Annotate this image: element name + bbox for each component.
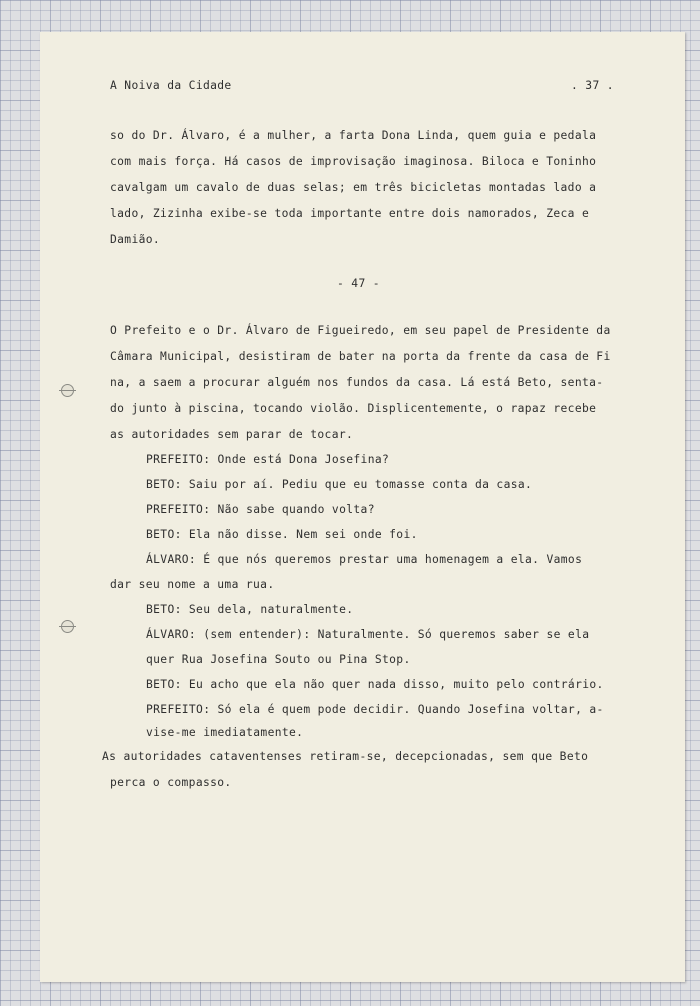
punch-hole-lower: [61, 620, 74, 633]
dialogue-line: vise-me imediatamente.: [146, 726, 304, 739]
dialogue-line: PREFEITO: Onde está Dona Josefina?: [146, 453, 390, 466]
punch-hole-upper: [61, 384, 74, 397]
dialogue-line: PREFEITO: Só ela é quem pode decidir. Quando Josefina voltar, a-: [146, 703, 604, 716]
dialogue-line: BETO: Ela não disse. Nem sei onde foi.: [146, 528, 418, 541]
dialogue-line: BETO: Seu dela, naturalmente.: [146, 603, 354, 616]
text-line: cavalgam um cavalo de duas selas; em três bicicletas montadas lado a: [110, 181, 597, 194]
text-line: Damião.: [110, 233, 161, 246]
page-number: . 37 .: [571, 79, 614, 92]
text-line: As autoridades cataventenses retiram-se, decepcionadas, sem que Beto: [102, 750, 589, 763]
dialogue-line: ÁLVARO: (sem entender): Naturalmente. Só queremos saber se ela: [146, 628, 590, 641]
dialogue-line: quer Rua Josefina Souto ou Pina Stop.: [146, 653, 411, 666]
text-line: Câmara Municipal, desistiram de bater na porta da frente da casa de Fi: [110, 350, 611, 363]
dialogue-line: BETO: Saiu por aí. Pediu que eu tomasse conta da casa.: [146, 478, 533, 491]
text-line: do junto à piscina, tocando violão. Displicentemente, o rapaz recebe: [110, 402, 597, 415]
running-header-title: A Noiva da Cidade: [110, 79, 232, 92]
dialogue-line: BETO: Eu acho que ela não quer nada disso, muito pelo contrário.: [146, 678, 604, 691]
text-line: perca o compasso.: [110, 776, 232, 789]
text-line: na, a saem a procurar alguém nos fundos da casa. Lá está Beto, senta-: [110, 376, 604, 389]
text-line: so do Dr. Álvaro, é a mulher, a farta Dona Linda, quem guia e pedala: [110, 129, 597, 142]
text-line: O Prefeito e o Dr. Álvaro de Figueiredo, em seu papel de Presidente da: [110, 324, 611, 337]
typed-page: [40, 32, 685, 982]
dialogue-line: dar seu nome a uma rua.: [110, 578, 275, 591]
scene-number: - 47 -: [337, 277, 380, 290]
dialogue-line: ÁLVARO: É que nós queremos prestar uma homenagem a ela. Vamos: [146, 553, 583, 566]
dialogue-line: PREFEITO: Não sabe quando volta?: [146, 503, 375, 516]
text-line: as autoridades sem parar de tocar.: [110, 428, 354, 441]
text-line: com mais força. Há casos de improvisação imaginosa. Biloca e Toninho: [110, 155, 597, 168]
text-line: lado, Zizinha exibe-se toda importante entre dois namorados, Zeca e: [110, 207, 590, 220]
